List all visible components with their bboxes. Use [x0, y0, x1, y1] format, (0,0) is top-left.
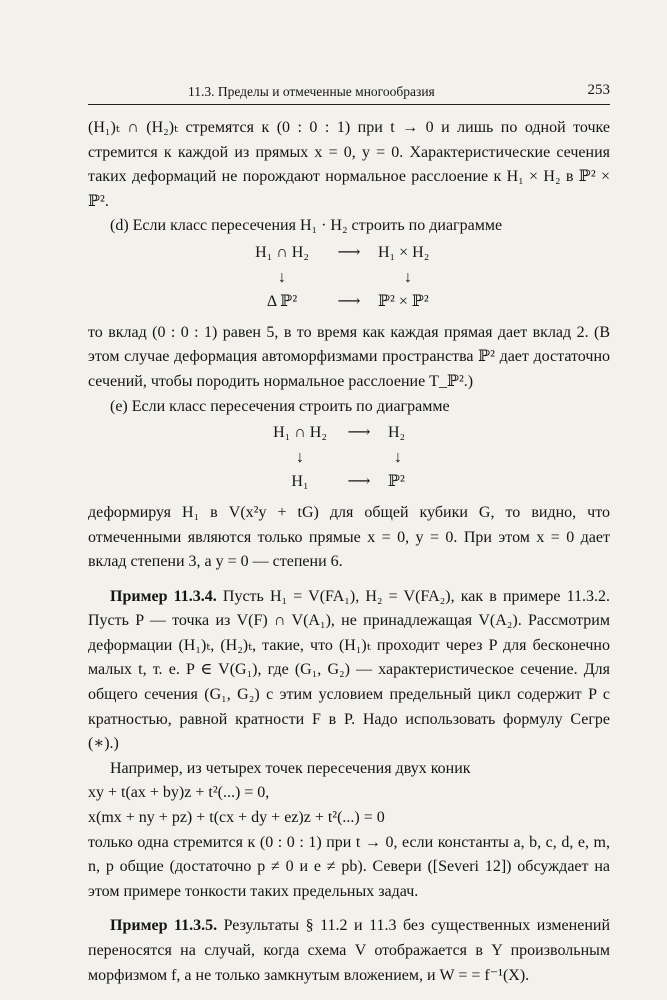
- example-11-3-5: [88, 914, 610, 988]
- diagram-e: [88, 421, 610, 495]
- diagram-d: [88, 241, 610, 315]
- diagram-e-bottom-arrow: ⟶: [347, 473, 371, 491]
- example-11-3-4-text: Пусть H₁ = V(FA₁), H₂ = V(FA₂), как в примере 11.3.2. Пусть P — точка из V(F) ∩ V(A₁), не принадлежащая V(A₂). Рассмотрим деформации (H₁)ₜ, (H₂)ₜ, такие, что (H₁)ₜ проходит через P для бесконечно малых t, т. е. P ∈ V(G₁), где (G₁, G₂) — характеристическое сечение. Для общего сечения (G₁, G₂) с этим условием предельный цикл содержит P с кратностью, равной кратности F в P. Надо использовать формулу Сегре (∗).): [88, 587, 611, 753]
- page-number: 253: [587, 82, 610, 98]
- diagram-e-bottom-left: H₁: [291, 473, 309, 491]
- example-11-3-5-text: Результаты § 11.2 и 11.3 без существенных изменений переносятся на случай, когда схема V отображается в Y произвольным морфизмом f, а не только замкнутым вложением, и W = = f⁻¹(X).: [88, 917, 611, 984]
- diagram-e-bottom-right: ℙ²: [388, 473, 405, 491]
- paragraph-e: (e) Если класс пересечения строить по диаграмме: [110, 397, 450, 415]
- example-11-3-5-label: Пример 11.3.5.: [110, 917, 218, 935]
- diagram-e-top-right: H₂: [388, 424, 406, 442]
- diagram-d-top-right: H₁ × H₂: [378, 243, 430, 261]
- paragraph-d-result: то вклад (0 : 0 : 1) равен 5, в то время как каждая прямая дает вклад 2. (В этом случае деформация автоморфизмами пространства ℙ² дает достаточно сечений, чтобы породить нормальное расслоение T_ℙ².): [88, 323, 610, 390]
- paragraph-severi: только одна стремится к (0 : 0 : 1) при t → 0, если константы a, b, c, d, e, m, n, p общие (достаточно p ≠ 0 и e ≠ pb). Севери ([Severi 12]) обсуждает на этом примере тонкости таких предельных задач.: [88, 833, 610, 900]
- paragraph-e-result: деформируя H₁ в V(x²y + tG) для общей кубики G, то видно, что отмеченными являются только прямые x = 0, y = 0. При этом x = 0 дает вклад степени 3, а y = 0 — степени 6.: [88, 503, 610, 571]
- example-11-3-4: [88, 585, 610, 757]
- paragraph-conics: Например, из четырех точек пересечения двух коник: [110, 759, 471, 777]
- formula-conic-1: xy + t(ax + by)z + t²(...) = 0,: [88, 784, 270, 802]
- diagram-e-top-left: H₁ ∩ H₂: [273, 424, 327, 442]
- diagram-e-top-arrow: ⟶: [347, 424, 371, 442]
- example-11-3-4-label: Пример 11.3.4.: [110, 587, 217, 605]
- diagram-e-right-down-arrow: ↓: [394, 448, 402, 466]
- diagram-d-bottom-arrow: ⟶: [337, 293, 361, 311]
- diagram-d-top-left: H₁ ∩ H₂: [255, 243, 309, 261]
- running-title: 11.3. Пределы и отмеченные многообразия: [188, 84, 435, 99]
- formula-conic-2: x(mx + ny + pz) + t(cx + dy + ez)z + t²(...) = 0: [88, 809, 385, 827]
- diagram-d-bottom-right: ℙ² × ℙ²: [378, 293, 429, 311]
- diagram-d-right-down-arrow: ↓: [404, 268, 412, 286]
- diagram-e-left-down-arrow: ↓: [296, 448, 304, 466]
- paragraph-d: (d) Если класс пересечения H₁ · H₂ строить по диаграмме: [110, 217, 503, 235]
- diagram-d-left-down-arrow: ↓: [278, 268, 286, 286]
- page-body: [88, 116, 610, 988]
- diagram-d-bottom-left: Δ ℙ²: [266, 293, 298, 311]
- paragraph-1: (H₁)ₜ ∩ (H₂)ₜ стремятся к (0 : 0 : 1) при t → 0 и лишь по одной точке стремится к каждой из прямых x = 0, y = 0. Характеристические сечения таких деформаций не порождают нормальное расслоение к H₁ × H₂ в ℙ² × ℙ².: [88, 119, 610, 210]
- diagram-d-top-arrow: ⟶: [337, 243, 361, 261]
- running-header: [88, 82, 610, 105]
